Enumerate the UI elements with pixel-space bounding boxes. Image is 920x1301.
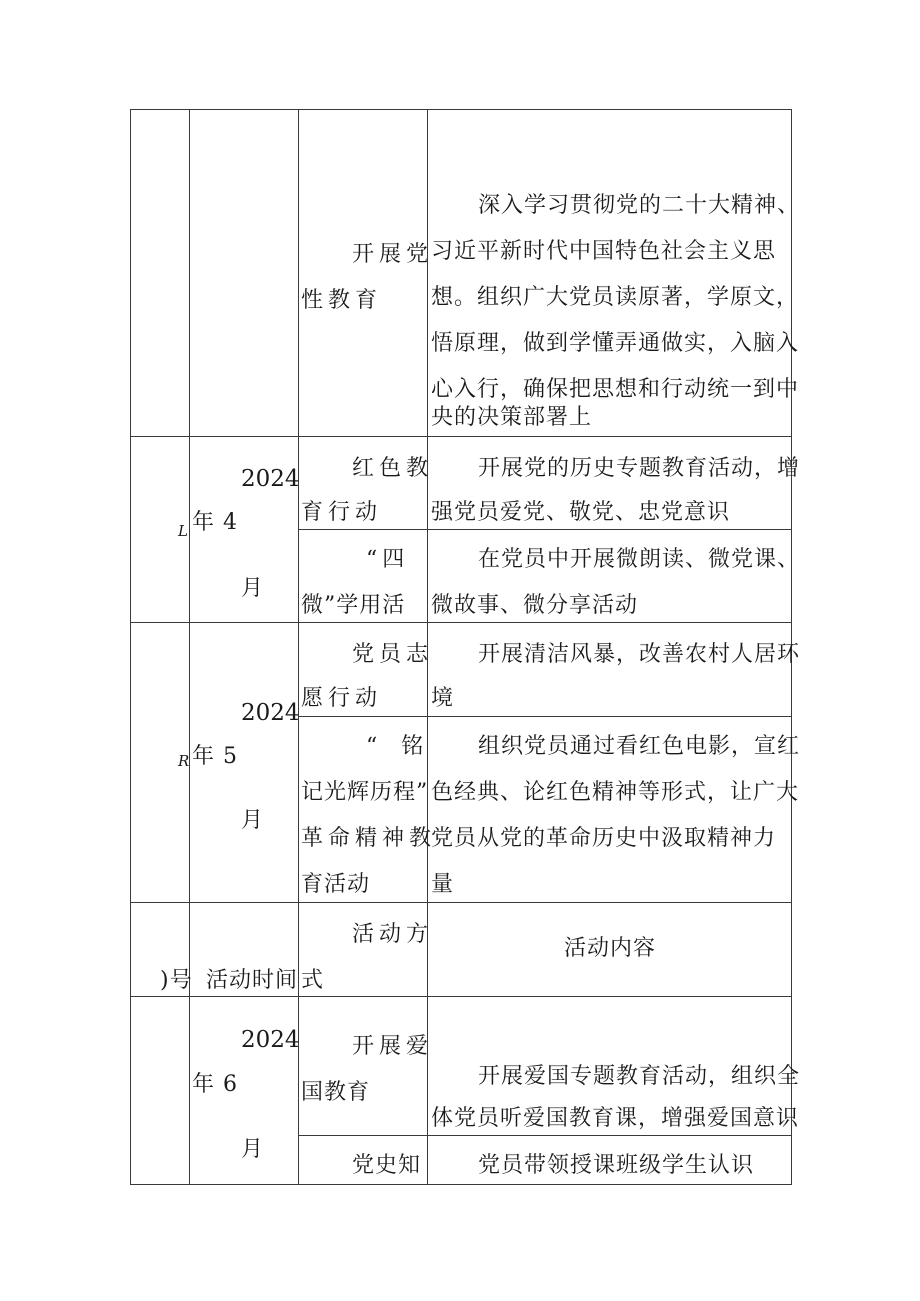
activity-content: 体党员听爱国教育课，增强爱国意识 xyxy=(431,1106,800,1131)
activity-time: 年 4 xyxy=(192,510,238,535)
activity-time: 年 6 xyxy=(192,1072,238,1097)
activity-method: 育活动 xyxy=(301,872,371,897)
activity-content: 色经典、论红色精神等形式，让广大 xyxy=(431,780,800,805)
activity-method: 开展爱 xyxy=(352,1034,434,1059)
activity-content: 开展清洁风暴，改善农村人居环 xyxy=(478,642,801,667)
activity-time: 月 xyxy=(241,576,265,601)
activity-content: 境 xyxy=(431,686,455,711)
activity-method: “ 铭 xyxy=(366,734,425,759)
activity-time: 2024 xyxy=(241,1027,300,1053)
header-time: 活动时间 xyxy=(206,968,299,993)
activity-content: 党员从党的革命历史中汲取精神力 xyxy=(431,826,777,851)
activity-content: 央的决策部署上 xyxy=(431,405,593,430)
activity-content: 深入学习贯彻党的二十大精神、 xyxy=(478,193,801,218)
activity-method: 愿行动 xyxy=(301,686,383,711)
activity-method: 党员志 xyxy=(352,642,434,667)
activity-content: 在党员中开展微朗读、微党课、 xyxy=(478,547,801,572)
activity-method: 记光辉历程” xyxy=(301,780,429,805)
activity-method: 党史知 xyxy=(352,1153,422,1178)
row-divider xyxy=(130,902,792,903)
activity-content: 组织党员通过看红色电影，宣红 xyxy=(478,734,801,759)
activity-content: 量 xyxy=(431,872,455,897)
activity-method: 红色教 xyxy=(352,456,434,481)
activity-time: 年 5 xyxy=(192,744,238,769)
table-border-top xyxy=(130,109,792,110)
activity-time: 2024 xyxy=(241,466,300,492)
activity-method: 性教育 xyxy=(301,288,383,313)
activity-content: 悟原理，做到学懂弄通做实，入脑入 xyxy=(431,331,800,356)
header-content: 活动内容 xyxy=(564,936,657,961)
activity-content: 开展党的历史专题教育活动，增 xyxy=(478,456,801,481)
activity-content: 强党员爱党、敬党、忠党意识 xyxy=(431,500,731,525)
activity-method: “四 xyxy=(366,547,410,572)
activity-content: 党员带领授课班级学生认识 xyxy=(478,1153,755,1178)
header-method: 活动方 xyxy=(352,922,434,947)
table-border-left xyxy=(130,109,131,1185)
activity-time: 2024 xyxy=(241,700,300,726)
row-number: R xyxy=(178,752,191,770)
header-number: )号 xyxy=(160,968,193,993)
activity-content: 心入行，确保把思想和行动统一到中 xyxy=(431,377,800,402)
row-number: L xyxy=(178,522,189,540)
activity-method: 革命精神教 xyxy=(301,826,437,851)
activity-content: 开展爱国专题教育活动，组织全 xyxy=(478,1064,801,1089)
activity-content: 习近平新时代中国特色社会主义思 xyxy=(431,239,777,264)
activity-content: 微故事、微分享活动 xyxy=(431,593,639,618)
activity-method: 育行动 xyxy=(301,500,383,525)
column-divider xyxy=(189,109,190,1185)
activity-time: 月 xyxy=(241,808,265,833)
activity-time: 月 xyxy=(241,1137,265,1162)
header-method: 式 xyxy=(301,968,325,993)
activity-method: 国教育 xyxy=(301,1080,371,1105)
activity-method: 开展党 xyxy=(352,242,434,267)
activity-method: 微”学用活 xyxy=(301,593,406,618)
activity-content: 想。组织广大党员读原著，学原文， xyxy=(431,285,800,310)
